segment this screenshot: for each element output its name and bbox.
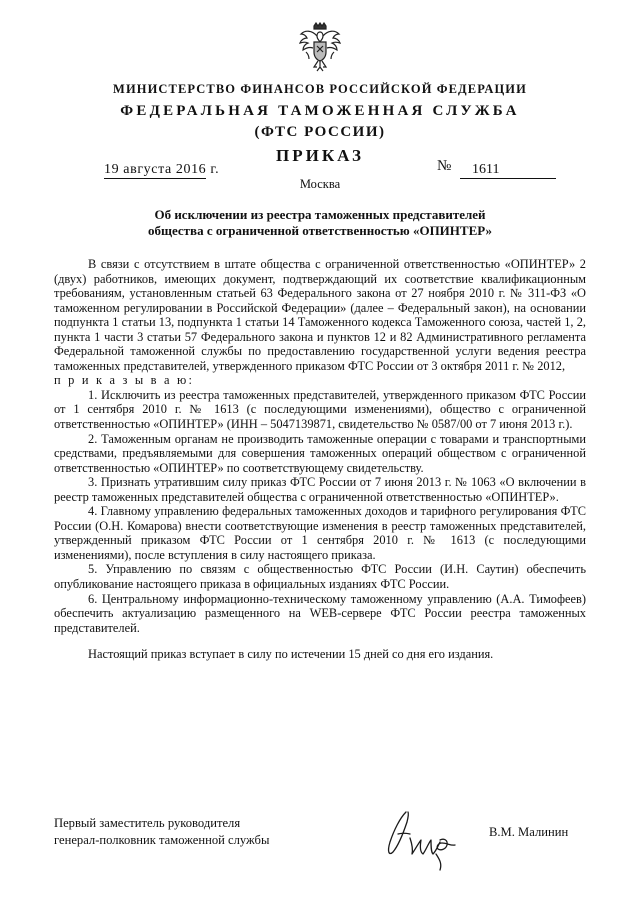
order-item-5: 5. Управлению по связям с общественностью ФТС России (И.Н. Саутин) обеспечить опубликование настоящего приказа в официальных изданиях ФТС России.	[54, 562, 586, 592]
handwritten-signature	[376, 804, 468, 876]
signatory-position-line-1: Первый заместитель руководителя	[54, 816, 241, 830]
coat-of-arms-icon	[298, 22, 342, 74]
order-item-3: 3. Признать утратившим силу приказ ФТС России от 7 июня 2013 г. № 1063 «О включении в реестр таможенных представителей общества с ограниченной ответственностью «ОПИНТЕР».	[54, 475, 586, 504]
document-type: ПРИКАЗ	[276, 146, 364, 165]
number-sign: №	[437, 158, 453, 174]
signatory-name: В.М. Малинин	[489, 825, 569, 839]
order-number: 1611	[460, 162, 556, 179]
ministry-name: МИНИСТЕРСТВО ФИНАНСОВ РОССИЙСКОЙ ФЕДЕРАЦИИ	[113, 82, 527, 96]
order-directive: п р и к а з ы в а ю:	[54, 373, 195, 388]
service-abbreviation: (ФТС РОССИИ)	[254, 124, 386, 140]
signatory-position	[54, 815, 269, 849]
order-date: 19 августа 2016 г.	[104, 162, 220, 177]
order-item-6: 6. Центральному информационно-техническому таможенному управлению (А.А. Тимофеев) обеспечить актуализацию размещенного на WEB-сервере ФТС России реестра таможенных представителей.	[54, 591, 586, 635]
preamble-paragraph: В связи с отсутствием в штате общества с ограниченной ответственностью «ОПИНТЕР» 2 (двух) работников, имеющих документ, подтверждающий их соответствие квалификационным требованиям, установленным статьей 63 Федерального закона от 27 ноября 2010 г. № 311-ФЗ «О таможенном регулировании в Российской Федерации» (далее – Федеральный закон), на основании подпункта 1 статьи 13, подпункта 1 статьи 14 Таможенного кодекса Таможенного союза, частей 1, 2, пункта 1 части 3 статьи 57 Федерального закона и пунктов 12 и 82 Административного регламента Федеральной таможенной службы по предоставлению государственной услуги ведения реестра таможенных представителей, утвержденного приказом ФТС России от 3 октября 2011 г. № 2012,	[54, 257, 586, 373]
service-name: ФЕДЕРАЛЬНАЯ ТАМОЖЕННАЯ СЛУЖБА	[120, 103, 520, 119]
order-title-line-2: общества с ограниченной ответственностью «ОПИНТЕР»	[147, 223, 493, 238]
order-item-2: 2. Таможенным органам не производить таможенные операции с товарами и транспортными средствами, предъявляемыми для совершения таможенных операций обществом с ограниченной ответственностью «ОПИНТЕР» по соответствующему свидетельству.	[54, 431, 586, 475]
order-body	[54, 257, 586, 662]
order-title-line-1: Об исключении из реестра таможенных представителей	[154, 207, 486, 222]
effective-date-paragraph: Настоящий приказ вступает в силу по истечении 15 дней со дня его издания.	[88, 647, 494, 662]
order-item-4: 4. Главному управлению федеральных таможенных доходов и тарифного регулирования ФТС России (О.Н. Комарова) внести соответствующие изменения в реестр таможенных представителей, утвержденный приказом ФТС России от 1 сентября 2010 г. № 1613 (с последующими изменениями), после вступления в силу настоящего приказа.	[54, 504, 586, 562]
order-number-sign	[437, 158, 452, 175]
signatory-position-line-2: генерал-полковник таможенной службы	[54, 833, 270, 847]
order-city: Москва	[299, 177, 341, 191]
order-item-1: 1. Исключить из реестра таможенных представителей, утвержденного приказом ФТС России от 1 сентября 2010 г. № 1613 (с последующими изменениями), общество с ограниченной ответственностью «ОПИНТЕР» (ИНН – 5047139871, свидетельство № 0587/00 от 7 июня 2013 г.).	[54, 387, 586, 432]
